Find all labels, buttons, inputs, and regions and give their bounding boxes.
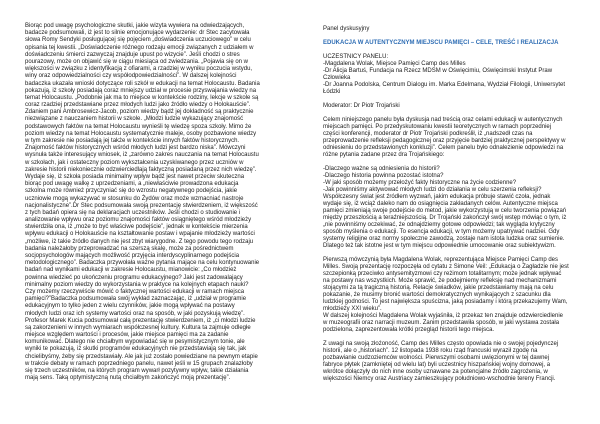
text-line: ludzkiej godności. To jest największa spuścizna, jaką posiadamy i którą przekazujemy Wam, (323, 299, 568, 305)
paragraph (323, 54, 569, 96)
text-line: wyniki te pokazują, iż skutki programów edukacyjnych nie przedstawiają się tak, jak (25, 346, 247, 353)
text-line: odniesieniu do przedstawionych konkluzji”. Celem panelu było odnalezienie odpowiedzi na (323, 145, 564, 151)
text-line: komunikować. Dlatego nie chciałbym wypowiadać się w pesymistycznym tonie, ale (25, 339, 245, 346)
text-line: badaczka ukazała wnioski dotyczące roli szkół w edukacji na temat Holocaustu. Badania (25, 80, 260, 87)
paragraph (323, 103, 569, 110)
panel-title: EDUKACJA W AUTENTYCZNYM MIEJSCU PAMIĘCI – CELE, TREŚĆ I REALIZACJA (323, 40, 559, 46)
text-line: -W jaki sposób możemy przełożyć fakty historyczne na życie codzienne? (323, 180, 517, 186)
text-line: z tych badań opiera się na deklaracjach uczestników. Jeśli chodzi o studiowanie i (25, 209, 241, 216)
text-line: Biorąc pod uwagę psychologiczne skutki, jakie wizyta wywiera na odwiedzających, (25, 23, 245, 29)
text-line: fabryce płytek (zamkniętej od wielu lat) byli uczestnicy hiszpańskiej wojny domowej, a (323, 362, 551, 368)
paragraph (323, 117, 569, 159)
text-line: badań nad wynikami edukacji w zakresie Holocaustu, mianowicie: „Co młodzież (25, 267, 237, 274)
left-column-text (25, 23, 260, 382)
text-line: Z uwagi na swoją złożoność, Camp des Milles często opowiada nie o swojej pojedynczej (323, 341, 559, 347)
text-line: między przeszłością a teraźniejszością. Dr Trojański zakończył swój wstęp mówiąc o tym, iż (323, 215, 567, 221)
text-line: szkolna może również przyczyniać się do wzrostu negatywnego podejścia, jakie (25, 188, 238, 195)
text-line: w muzeografii oraz narracji muzeum. Zanim przedstawiła sposób, w jaki wystawa została (323, 320, 560, 326)
text-line: Czy możemy rzeczywiście mówić o faktycznej wartości edukacji w ramach miejsca (25, 288, 245, 295)
text-line: chcielibyśmy, żeby się przedstawiały. Ale jak już zostało powiedziane na pewnym etapie (25, 353, 258, 360)
text-line: Celem niniejszego panelu była dyskusja nad treścią oraz celami edukacji w autentycznych (323, 117, 563, 123)
text-line: analizowanie wpływu oraz poziomu znajomości faktów osiągniętego wśród młodzieży (25, 217, 252, 224)
text-line: systemy religijne oraz normy społeczne zawodzą, zostaje nam istota ludzka oraz sumienie. (323, 236, 565, 242)
text-line: Moderator: Dr Piotr Trojański (323, 103, 400, 109)
text-line: „możliwe, iż takie źródło danych nie jest zbyt wiarygodne. Z tego powodu tego rodzaju (25, 238, 254, 245)
text-line: na postawy nas wszystkich. Może sprawić, że podejmiemy refleksję nad mechanizmami (323, 278, 557, 284)
text-line: Dlatego też tak istotne jest w tym miejscu odpowiednie umocowanie oraz subiektywizm. (323, 243, 556, 249)
right-column-text (323, 26, 569, 383)
text-line: Łódzki (323, 89, 341, 95)
text-line: doświadczeniu śmierci zazwyczaj znajduje upust po wizycie”. Jeśli chodzi o stres (25, 51, 240, 58)
text-line: części konferencji, moderator dr Piotr Trojański podkreślił, iż „nadszedł czas na (323, 131, 533, 137)
text-line: Pierwszą mówczynią była Magdalena Wolak, reprezentująca Miejsce Pamięci Camp des (323, 257, 558, 263)
text-line: metodologicznego”. Badaczka przywołała ważne pytania mające na celu kontynuowanie (25, 260, 260, 267)
text-line: edukacyjnym to tylko jeden z wielu czynników, jakie mogą wpływać na postawy (25, 303, 235, 310)
text-line: słowa Romy Sendyki posługującej się pojęciem „doświadczenia uczuciowego” w celu (25, 37, 251, 44)
text-line: W dalszej kolejności Magdalena Wolak wyjaśniła, iż przekaz ten znajduje odzwierciedlenie (323, 313, 564, 319)
text-line: Człowieka (323, 75, 351, 81)
text-line: badania należałoby przeprowadzać na szerszą skalę, może za pośrednictwem (25, 245, 234, 252)
text-line: „nie powinniśmy oczekiwać, że odnajdziemy gotowe odpowiedzi; tak wygląda krytyczny (323, 222, 555, 228)
text-line: -Dlaczego ważne są odniesienia do historii? (323, 166, 440, 172)
text-line: zakresie historii niekoniecznie odzwierciedlają faktyczną posiadaną przez nich wiedzę”. (25, 166, 257, 173)
text-line: -Dr Joanna Podolska, Centrum Dialogu im. Marka Edelmana, Wydział Filologii, Uniwersytet (323, 82, 566, 88)
paragraph (323, 257, 569, 334)
text-line: różne pytania zadane przez dra Trojańskiego: (323, 152, 445, 158)
text-line: socjopsychologów mających możliwość przyjęcia interdyscyplinarnego podejścia (25, 253, 240, 259)
text-line: przeprowadzenie refleksji pedagogicznej oraz przyjęcie bardziej praktycznej perspektywy w (323, 138, 566, 144)
text-line: młodych ludzi oraz ich systemy wartości oraz na sposób, w jaki pozyskują wiedzę”. (25, 310, 245, 317)
text-line: historii, ale o „historiach”. 12 listopada 1938 roku rząd francuski wyraził zgodę na (323, 348, 538, 354)
text-line: temat Holocaustu. „Podobnie jak ma to miejsce w kontekście rodziny, lekcje w szkole są (25, 94, 259, 101)
text-line: coraz rzadziej przedstawiane przez młodych ludzi jako źródło wiedzy o Holokauście”. (25, 102, 251, 109)
text-line: minimalny poziom wiedzy do wykorzystania w praktyce na kolejnych etapach nauki? (25, 281, 249, 288)
text-line: nacjonalistyczne”.Dr Stec podsumowała swoją prezentację stwierdzeniem, iż większość (25, 202, 258, 209)
text-line: -Dlaczego historia powinna pozostać istotna? (323, 173, 444, 179)
text-line: stojącymi za tą tragiczną historią. Relacje świadków, jakie przedstawiamy mają na celu (323, 285, 554, 291)
text-line: pokazują, iż szkoły posiadają coraz mniejszy udział w procesie przyswajania wiedzy na (25, 87, 257, 94)
text-line: są zakorzenieni w innych wymiarach współczesnej kultury. Kultura ta zajmuje odległe (25, 324, 251, 331)
text-line: wysnuła także interesujący wniosek, iż „zarówno zakres nauczania na temat Holocaustu (25, 152, 259, 159)
text-line: w tym zakresie nie posiadają jej także w kontekście innych faktów historycznych. (25, 138, 240, 144)
text-line: wydaje się, iż wciąż daleko nam do osiągnięcia zakładanych celów. Autentyczne miejsca (323, 201, 558, 207)
text-line: pamięci zmieniają swoje podejście do metod, jakie wykorzystują w celu tworzenia powiązań (323, 208, 567, 214)
text-line: pozbawianie cudzoziemców wolności. Pierwszymi osobami uwięzionymi w tej dawnej (323, 355, 550, 361)
text-line: pamięci?”Badaczka podsumowała swój wykład zaznaczając, iż „udział w programie (25, 296, 247, 303)
text-line: młodzieży XXI wieku”. (323, 306, 382, 312)
text-line: -Dr Alicja Bartuś, Fundacja na Rzecz MDSM w Oświęcimiu, Oświęcimski Instytut Praw (323, 68, 553, 74)
text-line: poziom wiedzy na temat Holocaustu systematycznie maleje, osoby pozbawione wiedzy (25, 130, 257, 137)
panel-body (323, 54, 569, 383)
text-line: -Jak powinniśmy aktywować młodych ludzi do działania w celu szerzenia refleksji? (323, 187, 542, 193)
text-line: Milles. Swoją prezentację rozpoczęła od cytatu z Simone Veil: „Edukacja o Zagładzie nie jest (323, 264, 569, 270)
paragraph (323, 166, 569, 250)
text-line: powinna wiedzieć po ukończeniu programu edukacyjnego? Jaki jest zadowalający (25, 274, 243, 281)
text-line: Współczesny świat jest źródłem wyzwań, jakim edukacja próbuje stawić czoła, jednak (323, 194, 551, 200)
text-line: sposób myślenia o edukacji. To esencja edukacji, w tym możemy upatrywać nadziei. Gdy (323, 229, 560, 235)
text-line: podzielona, zaprezentowała krótki przegląd historii tego miejsca. (323, 327, 495, 333)
text-line: wpływu edukacji o Holokauście na kształtowanie postaw i wpajanie młodzieży wartości (25, 231, 255, 238)
text-line: mają sens. Taką optymistyczną nutą chciałbym zakończyć moją prezentację”. (25, 375, 231, 382)
text-line: wkrótce dołączyły do nich inne osoby uznawane za potencjalne źródło zagrożenia, w (323, 369, 548, 375)
text-line: pourazowy, może on objawić się w ciągu miesiąca od zwiedzania. „Pojawia się on w (25, 58, 248, 65)
text-line: stwierdziła ona, iż „może to być właściwe podejście”, jednak w kontekście mierzenia (25, 224, 248, 231)
text-line: uczniowie mogą wykazywać w stosunku do Żydów oraz może wzmacniać nastroje (25, 195, 244, 202)
text-line: UCZESTNICY PANELU: (323, 54, 389, 60)
text-line: biorąc pod uwagę walkę z uprzedzeniami, a „niewłaściwie prowadzona edukacja (25, 181, 239, 188)
text-line: Wydaje się, iż szkoła posiada minimalny wpływ bądź jest nawet przeciw skuteczna (25, 173, 245, 180)
text-line: niezwiązane z nauczaniem historii w szkole. „Młodzi ludzie wykazujący znajomość (25, 116, 244, 123)
text-line: pokazanie, że musimy bronić wartości demokratycznych wynikających z szacunku dla (323, 292, 551, 298)
text-line: większości w związku z identyfikacją z ofiarami, a rzadziej w wyniku poczucia wstydu, (25, 66, 253, 73)
text-line: Znajomość faktów historycznych wśród młodych ludzi jest bardzo niska”. Mówczyni (25, 145, 246, 152)
text-line: Profesor Marek Kucia podsumował całą prezentację stwierdzeniem, iż „ci młodzi ludzie (25, 317, 256, 324)
text-line: większości Niemcy oraz Austriacy zamieszkujący południowo-wschodnie tereny Francji. (323, 376, 556, 382)
section-label: Panel dyskusyjny (323, 26, 370, 32)
text-line: opisania tej kwestii. „Doświadczenie różnego rodzaju emocji związanych z udziałem w (25, 44, 254, 51)
text-line: w trakcie debaty w ramach poprzedniego panelu, nawet jeśli w 15 grupach znalazłoby (25, 360, 253, 367)
text-line: miejsce względem wartości i procesów, jakie miejsce pamięci ma za zadanie (25, 332, 229, 339)
text-line: w szkołach, jak i ostateczny poziom wykształcenia uzyskiwanego przez uczniów w (25, 159, 244, 166)
paragraph (323, 341, 569, 383)
text-line: Zdaniem pani Ambrosewicz-Jacob, poziom wiedzy bądź jej dokładność są praktycznie (25, 109, 254, 116)
text-line: podstawowych faktów na temat Holocaustu wynieśli tę wiedzę spoza szkoły. Mimo że (25, 123, 252, 130)
text-line: winy oraz odpowiedzialności czy współodpowiedzialności”. W dalszej kolejności (25, 73, 237, 80)
text-line: -Magdalena Wolak, Miejsce Pamięci Camp des Milles (323, 61, 466, 67)
text-line: szczepionką przeciwko antysemityzmowi czy reżimom totalitarnym; może jednak wpływać (323, 271, 562, 277)
text-line: miejscach pamięci. Po przedyskutowaniu kwestii teoretycznych w ramach poprzedniej (323, 124, 552, 130)
text-line: badacze podsumowali, iż jest to silnie emocjonujące wydarzenie: dr Stec zacytowała (25, 30, 250, 37)
text-line: się trzech uczestników, na których program wywarł pozytywny wpływ, takie działania (25, 368, 249, 374)
